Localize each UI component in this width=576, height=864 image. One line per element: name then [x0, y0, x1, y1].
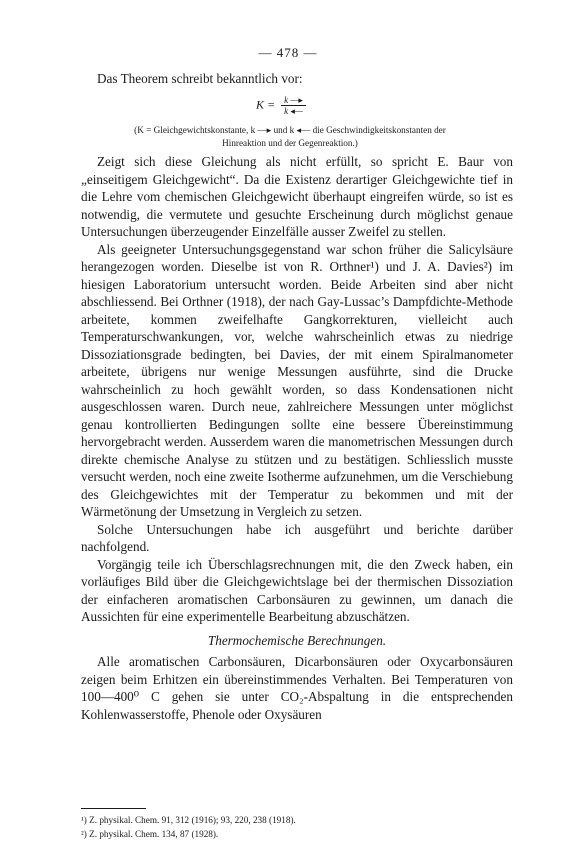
equation-legend-2: Hinreaktion und der Gegenreaktion.): [222, 138, 358, 148]
paragraph-1: Zeigt sich diese Gleichung als nicht erfüllt, so spricht E. Baur von „einseitigem Gleichgewicht“. Da die Existenz derartiger Gleichgewichte tief in die Lehre vom chemischen Gleichgewicht überhaupt eingreifen würde, so ist es notwendig, die vermutete und gesuchte Erscheinung durch möglichst genaue Untersuchungen überzeugender Einzelfälle ausser Zweifel zu stellen.: [81, 154, 513, 239]
body-text-2: [81, 653, 513, 723]
equation-fraction: [281, 95, 306, 116]
paragraph-4: Vorgängig teile ich Überschlagsrechnungen mit, die den Zweck haben, ein vorläufiges Bild über die Gleichgewichtslage bei der thermischen Dissoziation der einfacheren aromatischen Carbonsäuren zu gewinnen, um danach die Aussichten für eine experimentelle Bearbeitung abzuschätzen.: [81, 556, 513, 624]
paragraph-2: Als geeigneter Untersuchungsgegenstand war schon früher die Salicylsäure herangezogen worden. Dieselbe ist von R. Orthner¹) und J. A. Davies²) im hiesigen Laboratorium untersucht worden. Beide Arbeiten sind aber nicht abschliessend. Bei Orthner (1918), der nach Gay-Lussac’s Dampfdichte-Methode arbeitete, kommen zweifelhafte Gangkorrekturen, vielleicht auch Temperaturschwankungen, vor, welche wahrscheinlich etwas zu niedrige Dissoziationsgrade bedingten, bei Davies, der mit einem Spiralmanometer arbeitete, übrigens nur wenige Messungen ausführte, sind die Drucke wahrscheinlich zu hoch gewählt worden, so dass Kondensationen nicht ausgeschlossen waren. Durch neue, zahlreichere Messungen unter möglichst genau kontrollierten Bedingungen sollte eine bessere Übereinstimmung hervorgebracht werden. Ausserdem waren die manometrischen Messungen durch direkte chemische Analyse zu stützen und zu bestätigen. Schliesslich musste versucht werden, noch eine zweite Isotherme aufzunehmen, um die Verschiebung des Gleichgewichtes mit der Temperatur zu bekommen und mit der Wärmetönung der Umsetzung in Vergleich zu setzen.: [81, 241, 513, 519]
paragraph-5: Alle aromatischen Carbonsäuren, Dicarbonsäuren oder Oxycarbonsäuren zeigen beim Erhitzen ein übereinstimmendes Verhalten. Bei Temperaturen von 100—400⁰ C gehen sie unter CO₂-Abspaltung in die entsprechenden Kohlenwasserstoffe, Phenole oder Oxysäuren: [81, 654, 513, 722]
equation: [256, 95, 306, 116]
equation-numerator: k —▸: [281, 95, 306, 106]
intro-text: Das Theorem schreibt bekanntlich vor:: [97, 71, 303, 86]
page-number: — 478 —: [258, 45, 318, 60]
body-text: [81, 153, 513, 626]
footnote-1: ¹) Z. physikal. Chem. 91, 312 (1916); 93, 220, 238 (1918).: [81, 815, 296, 825]
intro-line: [81, 70, 513, 88]
equation-lhs: K =: [256, 97, 276, 112]
section-heading: Thermochemische Berechnungen.: [207, 633, 387, 648]
footnote-rule: [81, 808, 146, 809]
paragraph-3: Solche Untersuchungen habe ich ausgeführt und berichte darüber nachfolgend.: [81, 521, 513, 554]
equation-denominator: k ◂—: [284, 106, 303, 116]
footnote-2: ²) Z. physikal. Chem. 134, 87 (1928).: [81, 829, 219, 839]
equation-legend-1: (K = Gleichgewichtskonstante, k —▸ und k ◂— die Geschwindigkeitskonstanten der: [134, 125, 446, 135]
